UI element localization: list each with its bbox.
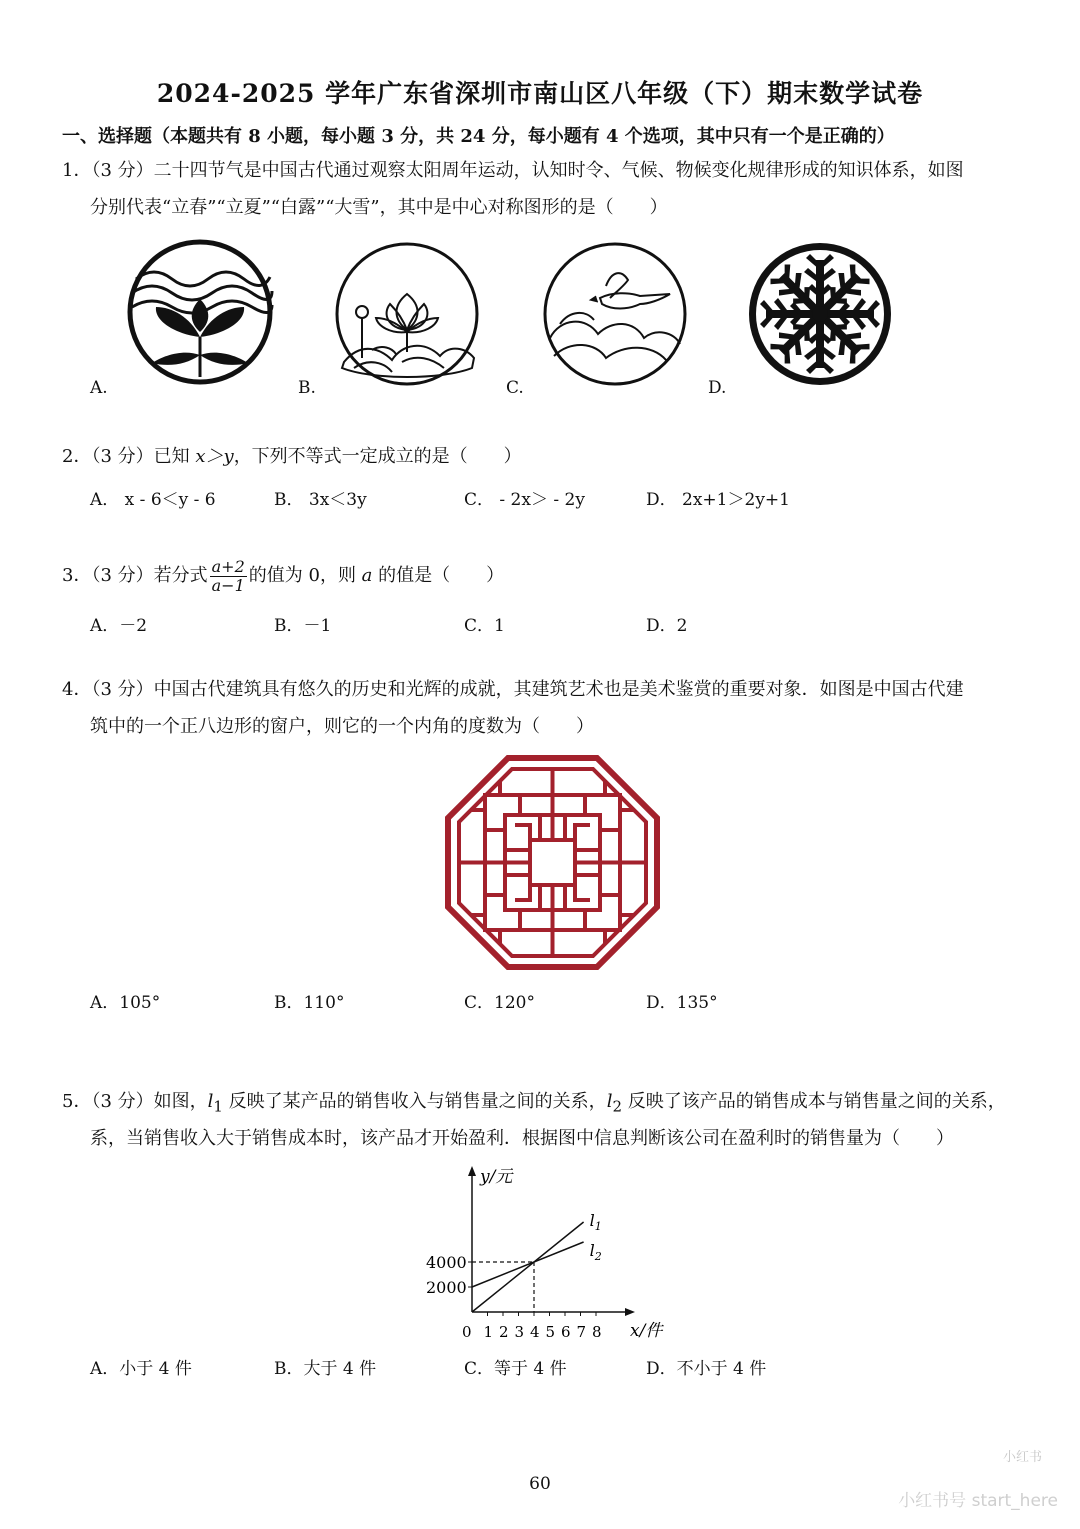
solar-term-white-dew-figure xyxy=(540,240,690,388)
series-line-l1 xyxy=(472,1222,584,1312)
q5-option-c: C．等于 4 件 xyxy=(464,1359,567,1379)
solar-term-spring-figure xyxy=(124,237,276,387)
q4-option-d: D．135° xyxy=(646,993,718,1013)
x-tick-label: 3 xyxy=(514,1323,525,1341)
x-axis-label: x/件 xyxy=(630,1321,663,1341)
section-heading: 一、选择题（本题共有 8 小题，每小题 3 分，共 24 分，每小题有 4 个选项，其中只有一个是正确的） xyxy=(62,126,895,147)
q3-option-a: A．－2 xyxy=(90,616,148,636)
watermark-bottom: 小红书号 start_here xyxy=(898,1491,1058,1511)
q1-label-b: B. xyxy=(298,378,316,398)
q4-option-c: C．120° xyxy=(464,993,535,1013)
q2-option-c: C． - 2x＞ - 2y xyxy=(464,490,585,510)
q2-stem: 2．（3 分）已知 x＞y，下列不等式一定成立的是（ ） xyxy=(62,446,522,467)
q4-option-b: B．110° xyxy=(274,993,345,1013)
x-tick-label: 1 xyxy=(483,1323,494,1341)
sales-line-chart xyxy=(420,1160,690,1345)
q3-stem: 3．（3 分）若分式 $\frac{a+2}{a-1}$ 的值为 0，则 a 的值是（ ） xyxy=(62,556,505,595)
q5-option-d: D．不小于 4 件 xyxy=(646,1359,767,1379)
octagon-window-figure xyxy=(445,755,660,970)
x-tick-label: 5 xyxy=(545,1323,556,1341)
q4-stem-line2: 筑中的一个正八边形的窗户，则它的一个内角的度数为（ ） xyxy=(90,716,594,737)
q5-stem-line2: 系，当销售收入大于销售成本时，该产品才开始盈利．根据图中信息判断该公司在盈利时的销售量为（ ） xyxy=(90,1128,954,1149)
q3-option-d: D．2 xyxy=(646,616,688,636)
q5-option-a: A．小于 4 件 xyxy=(90,1359,192,1379)
q2-option-a: A． x - 6＜y - 6 xyxy=(90,490,216,510)
q3-option-c: C．1 xyxy=(464,616,505,636)
x-axis-arrow xyxy=(625,1308,635,1316)
y-axis-label: y/元 xyxy=(480,1167,513,1187)
page-number: 60 xyxy=(529,1474,551,1494)
x-tick-label: 6 xyxy=(561,1323,571,1341)
x-tick-label: 2 xyxy=(499,1323,509,1341)
solar-term-heavy-snow-figure xyxy=(744,238,896,390)
q4-stem-line1: 4．（3 分）中国古代建筑具有悠久的历史和光辉的成就，其建筑艺术也是美术鉴赏的重要对象．如图是中国古代建 xyxy=(62,679,964,700)
watermark-top: 小红书 xyxy=(1002,1450,1042,1465)
y-axis-arrow xyxy=(468,1166,476,1176)
q3-option-b: B．－1 xyxy=(274,616,332,636)
q1-label-c: C. xyxy=(506,378,524,398)
q5-stem-line1: 5．（3 分）如图，$l_1$ 反映了某产品的销售收入与销售量之间的关系，$l_2$ 反映了该产品的销售成本与销售量之间的关系， xyxy=(62,1091,1006,1116)
solar-term-summer-figure xyxy=(332,240,482,388)
q1-stem-line1: 1．（3 分）二十四节气是中国古代通过观察太阳周年运动，认知时令、气候、物候变化规律形成的知识体系，如图 xyxy=(62,160,964,181)
q2-option-b: B． 3x＜3y xyxy=(274,490,367,510)
series-line-l2 xyxy=(472,1242,584,1287)
q1-label-d: D. xyxy=(708,378,727,398)
page-title: 2024-2025 学年广东省深圳市南山区八年级（下）期末数学试卷 xyxy=(156,79,924,108)
q5-option-b: B．大于 4 件 xyxy=(274,1359,377,1379)
x-tick-label: 7 xyxy=(576,1323,587,1341)
q1-stem-line2: 分别代表“立春”“立夏”“白露”“大雪”，其中是中心对称图形的是（ ） xyxy=(90,197,668,218)
series-label-l1: $l_1$ xyxy=(589,1211,602,1233)
x-tick-label: 0 xyxy=(462,1323,472,1341)
q1-label-a: A. xyxy=(90,378,108,398)
x-tick-label: 4 xyxy=(530,1323,540,1341)
y-tick-label: 2000 xyxy=(426,1278,467,1297)
q4-option-a: A．105° xyxy=(90,993,161,1013)
y-tick-label: 4000 xyxy=(426,1253,467,1272)
q2-option-d: D． 2x+1＞2y+1 xyxy=(646,490,790,510)
series-label-l2: $l_2$ xyxy=(589,1241,602,1263)
q3-fraction: $\frac{a+2}{a-1}$ xyxy=(211,556,245,595)
x-tick-label: 8 xyxy=(592,1323,602,1341)
